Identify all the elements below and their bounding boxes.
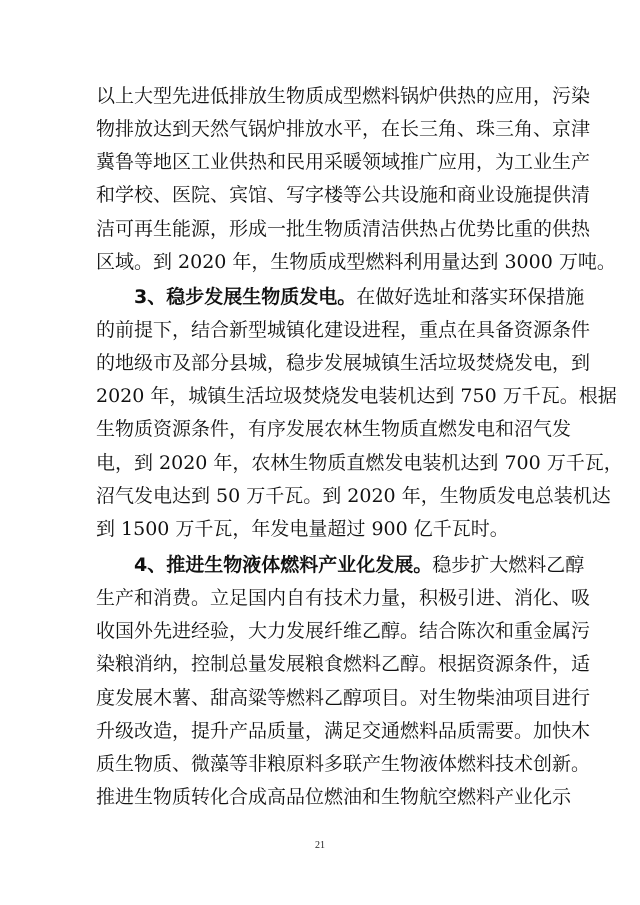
text-line: 升级改造，提升产品质量，满足交通燃料品质需要。加快木 [96,720,591,742]
text-span: 稳步扩大燃料乙醇 [432,554,585,576]
text-line: 电，到 2020 年，农林生物质直燃发电装机达到 700 万千瓦， [96,452,623,474]
text-line: 2020 年，城镇生活垃圾焚烧发电装机达到 750 万千瓦。根据 [96,385,617,407]
text-line: 度发展木薯、甜高粱等燃料乙醇项目。对生物柴油项目进行 [96,687,591,709]
paragraph-first-line [134,549,585,581]
text-line: 的前提下，结合新型城镇化建设进程，重点在具备资源条件 [96,319,591,341]
text-line: 沼气发电达到 50 万千瓦。到 2020 年，生物质发电总装机达 [96,485,611,507]
text-line: 收国外先进经验，大力发展纤维乙醇。结合陈次和重金属污 [96,620,591,642]
section-heading: 4、推进生物液体燃料产业化发展。 [134,554,433,576]
text-line: 物排放达到天然气锅炉排放水平，在长三角、珠三角、京津 [96,118,591,140]
text-line: 质生物质、微藻等非粮原料多联产生物液体燃料技术创新。 [96,753,591,775]
text-line: 和学校、医院、宾馆、写字楼等公共设施和商业设施提供清 [96,184,591,206]
text-line: 的地级市及部分县城，稳步发展城镇生活垃圾焚烧发电，到 [96,352,591,374]
text-line: 生物质资源条件，有序发展农林生物质直燃发电和沼气发 [96,418,572,440]
text-line: 区域。到 2020 年，生物质成型燃料利用量达到 3000 万吨。 [96,251,616,273]
page-number: 21 [315,840,325,851]
text-span: 在做好选址和落实环保措施 [356,286,585,308]
text-line: 以上大型先进低排放生物质成型燃料锅炉供热的应用，污染 [96,85,591,107]
text-line: 生产和消费。立足国内自有技术力量，积极引进、消化、吸 [96,587,591,609]
paragraph-first-line [134,281,585,313]
text-line: 推进生物质转化合成高品位燃油和生物航空燃料产业化示 [96,786,572,808]
section-heading: 3、稳步发展生物质发电。 [134,286,357,308]
text-line: 洁可再生能源，形成一批生物质清洁供热占优势比重的供热 [96,218,591,240]
text-line: 冀鲁等地区工业供热和民用采暖领域推广应用，为工业生产 [96,151,591,173]
text-line: 染粮消纳，控制总量发展粮食燃料乙醇。根据资源条件，适 [96,653,591,675]
text-line: 到 1500 万千瓦，年发电量超过 900 亿千瓦时。 [96,518,509,540]
